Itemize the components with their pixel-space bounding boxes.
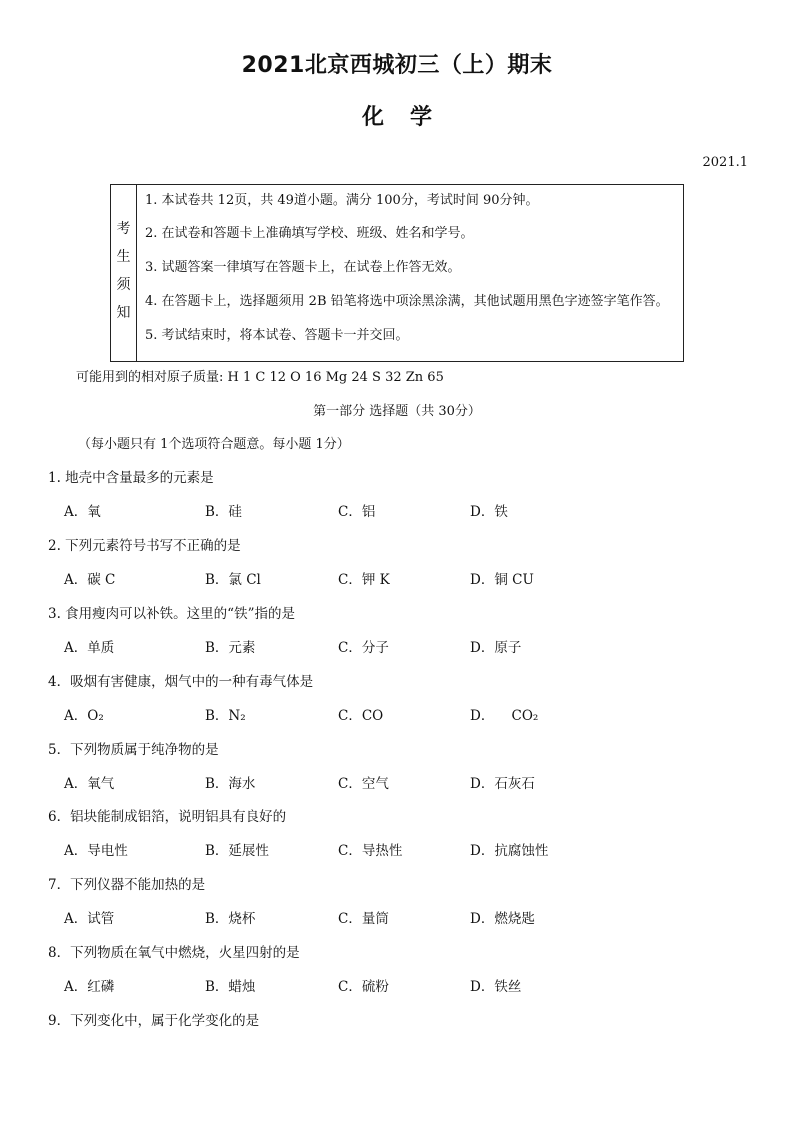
option-d: D．抗腐蚀性 <box>470 843 549 859</box>
option-a: A．氧 <box>64 504 101 520</box>
option-a: A．氧气 <box>64 776 115 792</box>
section-title: 第一部分 选择题（共 30分） <box>313 404 481 419</box>
question-stem: 8．下列物质在氧气中燃烧，火星四射的是 <box>48 945 300 961</box>
question-stem: 9．下列变化中，属于化学变化的是 <box>48 1013 260 1029</box>
option-d: D．铜 CU <box>470 572 534 588</box>
question-stem: 6．铝块能制成铝箔，说明铝具有良好的 <box>48 809 287 825</box>
notice-item: 5. 考试结束时，将本试卷、答题卡一并交回。 <box>145 328 409 343</box>
question-stem: 1. 地壳中含量最多的元素是 <box>48 470 214 486</box>
option-b: B．氯 Cl <box>205 572 261 588</box>
notice-item: 2. 在试卷和答题卡上准确填写学校、班级、姓名和学号。 <box>145 226 474 241</box>
question-stem: 5．下列物质属于纯净物的是 <box>48 742 219 758</box>
notice-label <box>111 185 137 361</box>
notice-label-char: 考 <box>116 221 131 237</box>
option-d: D． CO₂ <box>470 708 539 724</box>
option-b: B．元素 <box>205 640 256 656</box>
option-d: D．燃烧匙 <box>470 911 535 927</box>
option-b: B．海水 <box>205 776 256 792</box>
option-c: C．CO <box>338 708 384 724</box>
option-c: C．硫粉 <box>338 979 389 995</box>
option-a: A．碳 C <box>64 572 116 588</box>
option-b: B．烧杯 <box>205 911 256 927</box>
option-a: A．红磷 <box>64 979 115 995</box>
option-c: C．分子 <box>338 640 389 656</box>
option-d: D．原子 <box>470 640 522 656</box>
option-d: D．铁丝 <box>470 979 522 995</box>
option-a: A．试管 <box>64 911 115 927</box>
option-a: A．单质 <box>64 640 115 656</box>
option-a: A．O₂ <box>64 708 104 724</box>
notice-label-char: 知 <box>116 305 131 321</box>
option-b: B．蜡烛 <box>205 979 256 995</box>
option-c: C．量筒 <box>338 911 389 927</box>
question-stem: 4．吸烟有害健康，烟气中的一种有毒气体是 <box>48 674 314 690</box>
option-b: B．N₂ <box>205 708 246 724</box>
atomic-mass-reference: 可能用到的相对原子质量: H 1 C 12 O 16 Mg 24 S 32 Zn 65 <box>76 370 444 385</box>
option-c: C．空气 <box>338 776 389 792</box>
exam-date: 2021.1 <box>702 155 748 170</box>
option-d: D．铁 <box>470 504 508 520</box>
exam-notice-box <box>110 184 684 362</box>
notice-item: 3. 试题答案一律填写在答题卡上，在试卷上作答无效。 <box>145 260 461 275</box>
question-stem: 3. 食用瘦肉可以补铁。这里的“铁”指的是 <box>48 606 295 622</box>
option-a: A．导电性 <box>64 843 128 859</box>
notice-label-char: 生 <box>116 249 131 265</box>
question-stem: 7．下列仪器不能加热的是 <box>48 877 206 893</box>
subject-title: 化学 <box>361 105 458 130</box>
option-c: C．钾 K <box>338 572 390 588</box>
option-b: B．硅 <box>205 504 242 520</box>
section-note: （每小题只有 1个选项符合题意。每小题 1分） <box>78 437 350 452</box>
page-title: 2021北京西城初三（上）期末 <box>241 53 553 78</box>
notice-label-char: 须 <box>116 277 131 293</box>
notice-item: 1. 本试卷共 12页，共 49道小题。满分 100分，考试时间 90分钟。 <box>145 193 539 208</box>
option-d: D．石灰石 <box>470 776 535 792</box>
option-b: B．延展性 <box>205 843 269 859</box>
option-c: C．铝 <box>338 504 376 520</box>
notice-item: 4. 在答题卡上，选择题须用 2B 铅笔将选中项涂黑涂满，其他试题用黑色字迹签字笔作答。 <box>145 294 669 309</box>
question-stem: 2. 下列元素符号书写不正确的是 <box>48 538 241 554</box>
option-c: C．导热性 <box>338 843 403 859</box>
